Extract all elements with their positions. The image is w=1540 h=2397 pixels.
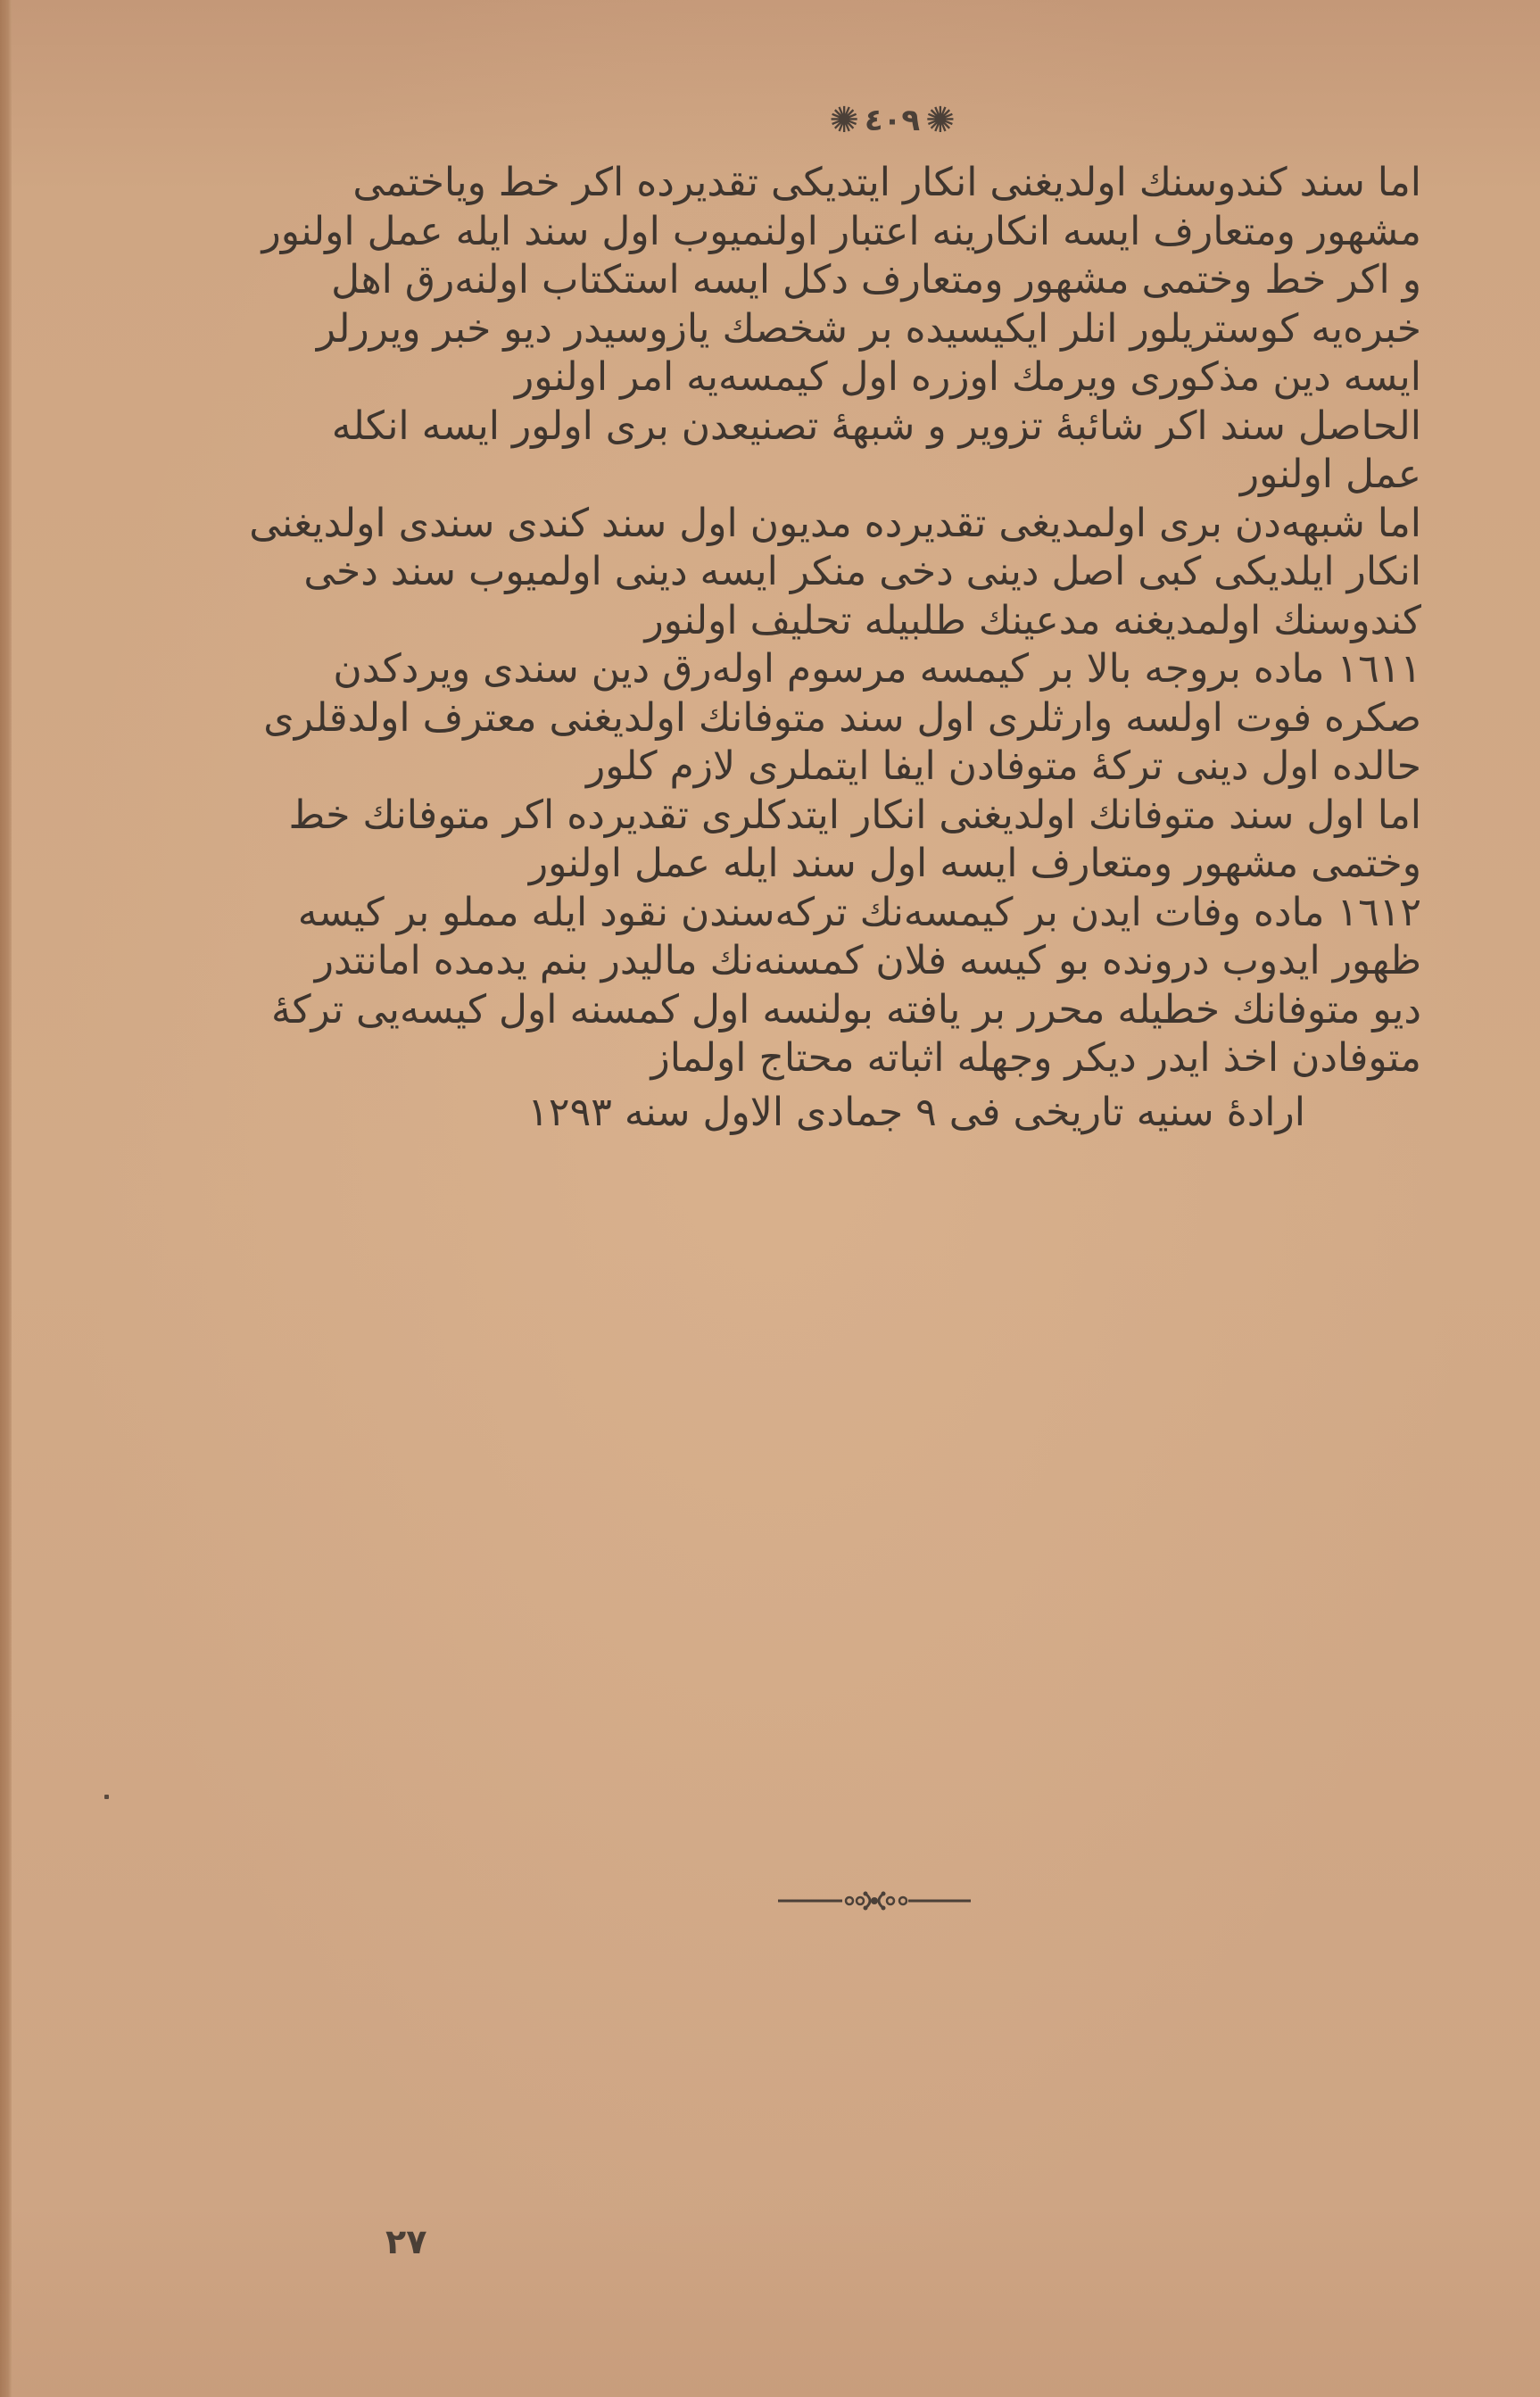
text-line: حالده اول دينى تركهٔ متوفادن ايفا ايتملرى لازم كلور — [586, 743, 1421, 789]
text-line: انكار ايلديكى كبى اصل دينى دخى منكر ايسه دينى اولميوب سند دخى — [303, 549, 1421, 594]
text-line: ظهور ايدوب درونده بو كيسه فلان كمسنه‌نك ماليدر بنم يدمده امانتدر — [314, 938, 1421, 983]
paper-speck — [104, 1795, 109, 1799]
divider-ornament-icon — [776, 1890, 973, 1912]
text-line: ايسه دين مذكورى ويرمك اوزره اول كيمسه‌يه امر اولنور — [515, 354, 1421, 400]
text-line: اما شبهه‌دن برى اولمديغى تقديرده مديون اول سند كندى سندى اولديغنى — [249, 500, 1421, 546]
page-gutter — [0, 0, 12, 2397]
article-1611-line: ١٦١١ ماده بروجه بالا بر كيمسه مرسوم اوله‌رق دين سندى ويردكدن — [333, 646, 1421, 692]
decree-date-line: ارادهٔ سنيه تاريخى فى ٩ جمادى الاول سنه ١٢٩٣ — [527, 1089, 1305, 1135]
text-line: و اكر خط وختمى مشهور ومتعارف دكل ايسه استكتاب اولنه‌رق اهل — [331, 257, 1421, 303]
text-line: مشهور ومتعارف ايسه انكارينه اعتبار اولنميوب اول سند ايله عمل اولنور — [261, 208, 1421, 254]
text-line: اما اول سند متوفانك اولديغنى انكار ايتدكلرى تقديرده اكر متوفانك خط — [288, 792, 1421, 838]
text-line: كندوسنك اولمديغنه مدعينك طلبيله تحليف اولنور — [644, 597, 1421, 643]
text-line: متوفادن اخذ ايدر ديكر وجهله اثباته محتاج اولماز — [650, 1035, 1421, 1081]
flower-ornament-icon: ✺ — [829, 100, 859, 141]
article-1612-line: ١٦١٢ ماده وفات ايدن بر كيمسه‌نك تركه‌سندن نقود ايله مملو بر كيسه — [297, 889, 1421, 935]
text-line: عمل اولنور — [1239, 452, 1421, 497]
signature-mark: ٢٧ — [385, 2222, 427, 2261]
flower-ornament-icon: ✺ — [925, 100, 956, 141]
body-text — [249, 159, 1421, 1137]
page-header — [807, 89, 977, 152]
text-line: خبره‌يه كوستريلور انلر ايكيسيده بر شخصك يازوسيدر ديو خبر ويررلر — [316, 305, 1421, 352]
text-line: الحاصل سند اكر شائبهٔ تزوير و شبههٔ تصنيعدن برى اولور ايسه انكله — [331, 402, 1421, 449]
text-line: صكره فوت اولسه وارثلرى اول سند متوفانك اولديغنى معترف اولدقلرى — [263, 694, 1421, 741]
text-line: ديو متوفانك خطيله محرر بر يافته بولنسه اول كمسنه اول كيسه‌يى تركهٔ — [271, 986, 1421, 1033]
text-line: وختمى مشهور ومتعارف ايسه اول سند ايله عمل اولنور — [528, 841, 1421, 886]
page-number: ٤٠٩ — [864, 103, 921, 138]
text-line: اما سند كندوسنك اولديغنى انكار ايتديكى تقديرده اكر خط وياختمى — [352, 160, 1421, 205]
